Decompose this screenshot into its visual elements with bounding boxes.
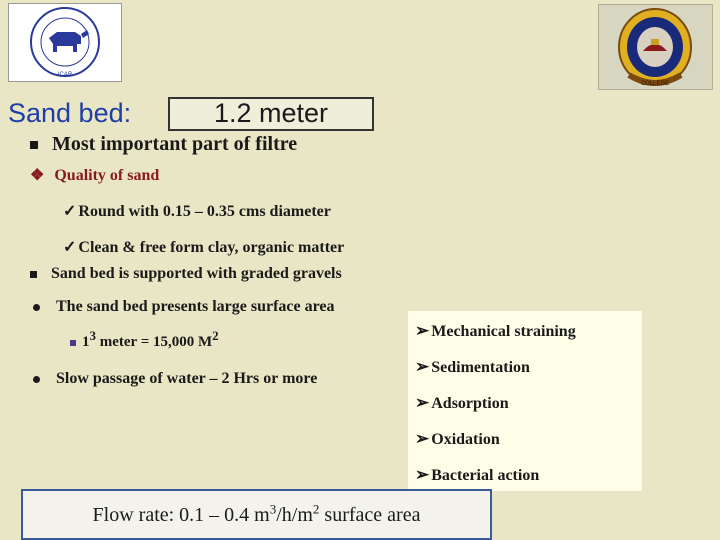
- square-bullet-icon: [70, 340, 76, 346]
- arrow-bullet-icon: ➢: [415, 357, 430, 376]
- flow-rate-box: [21, 489, 492, 540]
- sand-bed-depth: 1.2 meter: [168, 97, 374, 131]
- institute-emblem-icon: [9, 4, 121, 81]
- point-text: Sand bed is supported with graded gravels: [51, 265, 342, 282]
- mechanism-item: [415, 357, 530, 377]
- point-most-important: [30, 133, 297, 156]
- cube-prefix: 1: [82, 334, 90, 350]
- point-slow-passage: [33, 370, 317, 388]
- flow-rate-units: /h/m: [276, 504, 313, 526]
- sand-bed-label: Sand bed:: [8, 98, 132, 128]
- arrow-bullet-icon: ➢: [415, 465, 430, 484]
- square-bullet-icon: [30, 141, 38, 149]
- mechanism-text: Bacterial action: [431, 467, 540, 484]
- mechanism-text: Adsorption: [431, 395, 509, 412]
- mechanism-text: Oxidation: [431, 431, 500, 448]
- quality-item-clean: [63, 237, 344, 257]
- institute-logo-text: ICAR: [57, 72, 73, 78]
- point-text: The sand bed presents large surface area: [56, 298, 335, 315]
- cube-text: meter = 15,000 M: [96, 334, 213, 350]
- college-seal-icon: [599, 5, 712, 89]
- arrow-bullet-icon: ➢: [415, 321, 430, 340]
- flow-area-exponent: 2: [312, 501, 320, 517]
- flow-volume-exponent: 3: [269, 501, 277, 517]
- point-text: Slow passage of water – 2 Hrs or more: [56, 370, 318, 387]
- college-logo-text: COLLEGE: [640, 81, 670, 87]
- mechanism-text: Mechanical straining: [431, 323, 576, 340]
- arrow-bullet-icon: ➢: [415, 429, 430, 448]
- mechanism-item: [415, 321, 576, 341]
- checkmark-icon: ✓: [63, 239, 77, 256]
- diamond-bullet-icon: ❖: [30, 167, 45, 184]
- round-bullet-icon: [33, 304, 40, 311]
- quality-heading-text: Quality of sand: [54, 167, 160, 184]
- quality-item-round: [63, 201, 331, 221]
- cube-exponent: 3: [89, 328, 96, 343]
- flow-rate-suffix: surface area: [319, 504, 421, 526]
- area-exponent: 2: [212, 328, 219, 343]
- college-logo: [598, 4, 713, 90]
- point-text: Most important part of filtre: [52, 133, 298, 155]
- quality-item-text: Clean & free form clay, organic matter: [78, 239, 345, 256]
- flow-rate-prefix: Flow rate: 0.1 – 0.4 m: [92, 504, 270, 526]
- institute-logo: [8, 3, 122, 82]
- mechanism-item: [415, 393, 509, 413]
- checkmark-icon: ✓: [63, 203, 77, 220]
- mechanism-item: [415, 429, 500, 449]
- round-bullet-icon: [33, 376, 40, 383]
- point-cube-area: [70, 328, 219, 351]
- point-gravels: [30, 265, 342, 283]
- mechanism-item: [415, 465, 539, 485]
- mechanism-text: Sedimentation: [431, 359, 530, 376]
- point-surface-area: [33, 298, 335, 316]
- quality-item-text: Round with 0.15 – 0.35 cms diameter: [78, 203, 331, 220]
- square-bullet-icon: [30, 271, 37, 278]
- quality-heading: [30, 165, 159, 185]
- arrow-bullet-icon: ➢: [415, 393, 430, 412]
